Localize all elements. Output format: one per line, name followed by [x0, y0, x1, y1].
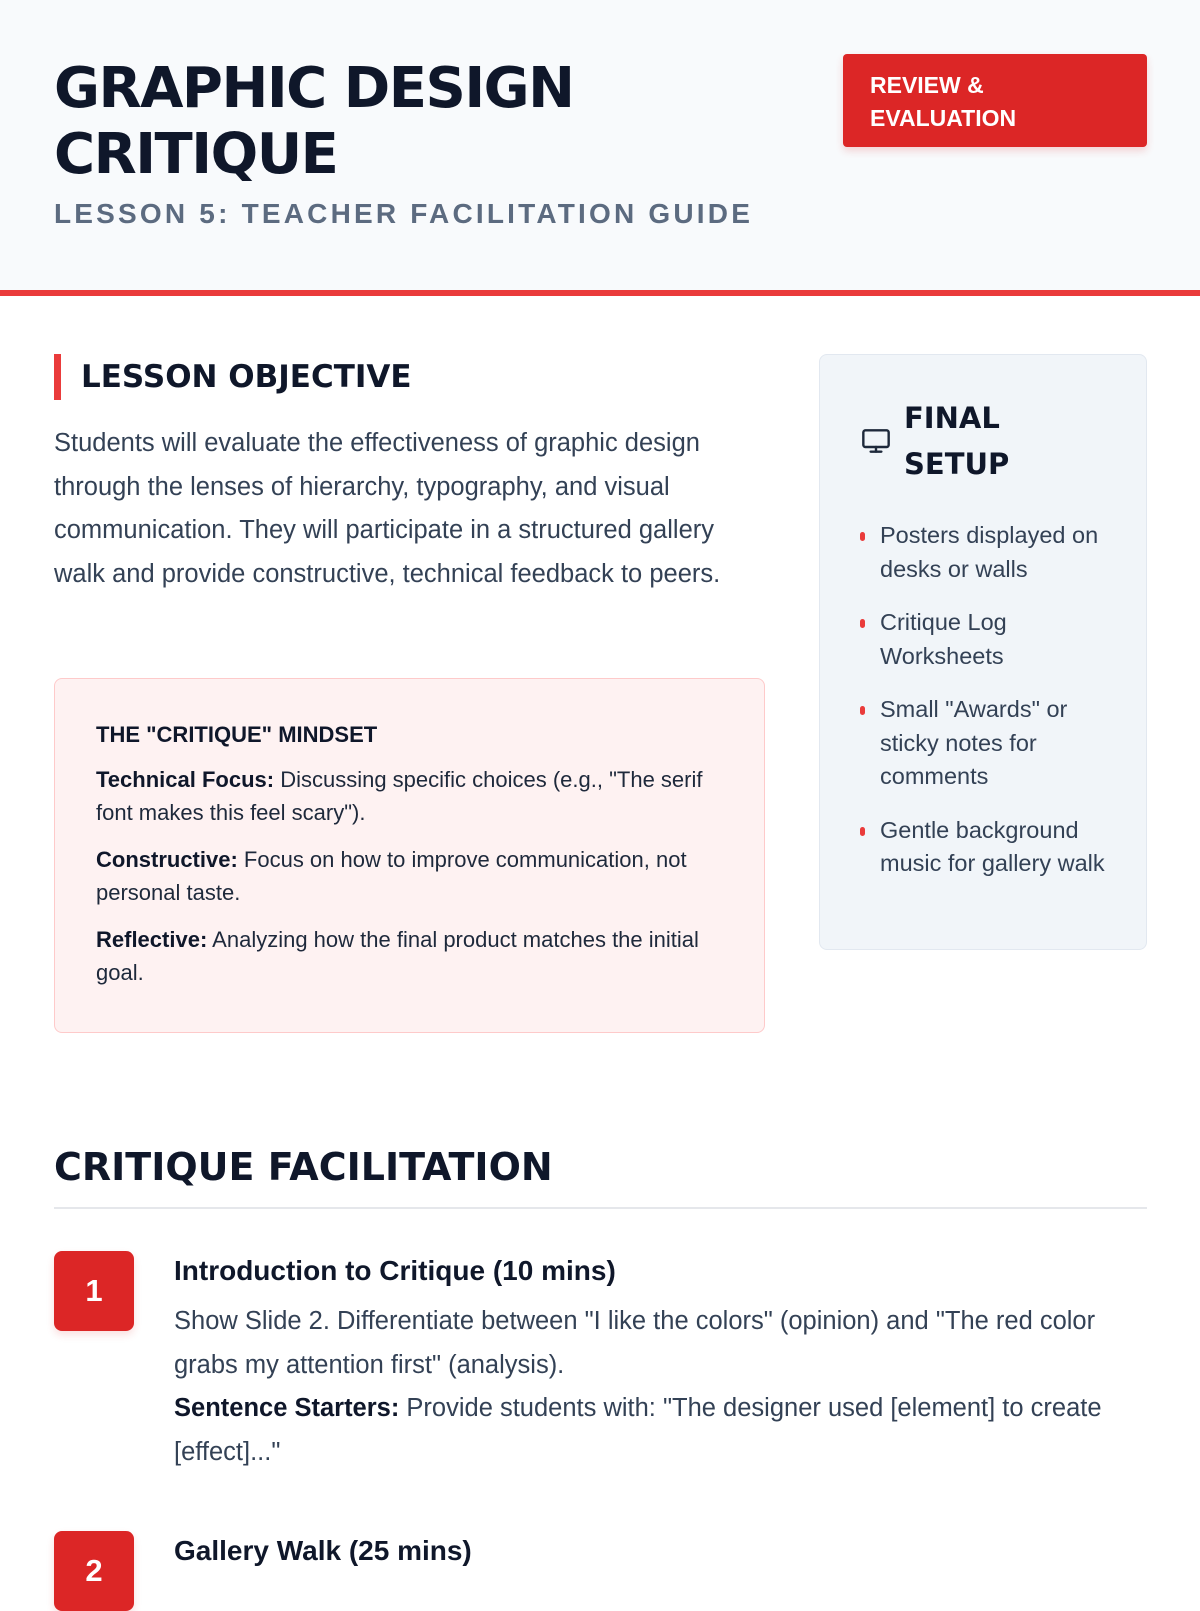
step-body — [174, 1531, 1147, 1580]
list-item-text: Gentle background music for gallery walk — [880, 816, 1105, 876]
final-setup-header — [860, 395, 1106, 487]
list-item — [860, 693, 1106, 794]
sentence-starters-text: Provide students with: "The designer used [element] to create [effect]..." — [174, 1394, 1102, 1466]
mindset-item-constructive — [96, 843, 724, 909]
mindset-item-technical — [96, 763, 724, 829]
bullet-icon — [860, 532, 865, 541]
critique-mindset-callout — [54, 678, 765, 1033]
mindset-item-text: Discussing specific choices (e.g., "The serif font makes this feel scary"). — [96, 767, 703, 825]
mindset-title: THE "CRITIQUE" MINDSET — [96, 722, 378, 747]
step-title: Gallery Walk (25 mins) — [174, 1535, 472, 1566]
mindset-item-text: Analyzing how the final product matches the initial goal. — [96, 927, 699, 985]
page-title: GRAPHIC DESIGN CRITIQUE — [54, 56, 574, 187]
bullet-icon — [860, 619, 865, 628]
section-divider — [54, 1207, 1147, 1209]
step-body — [174, 1251, 1147, 1474]
mindset-item-reflective — [96, 923, 724, 989]
step-number-badge: 1 — [54, 1251, 134, 1331]
bullet-icon — [860, 827, 865, 836]
mindset-item-label: Technical Focus: — [96, 767, 275, 792]
step-text — [174, 1300, 1147, 1474]
mindset-item-label: Constructive: — [96, 847, 238, 872]
step-number-badge: 2 — [54, 1531, 134, 1611]
list-item — [860, 814, 1106, 881]
objective-text: Students will evaluate the effectiveness of graphic design through the lenses of hierarchy, typography, and visual communication. They will participate in a structured gallery walk and provide constructive, technical feedback to peers. — [54, 429, 721, 588]
list-item-text: Critique Log Worksheets — [880, 609, 1007, 669]
final-setup-list — [860, 519, 1106, 881]
mindset-item-text: Focus on how to improve communication, not personal taste. — [96, 847, 687, 905]
lesson-type-tag: REVIEW & EVALUATION — [843, 54, 1147, 147]
step-description: Show Slide 2. Differentiate between "I like the colors" (opinion) and "The red color grabs my attention first" (analysis). — [174, 1307, 1096, 1379]
final-setup-title: FINAL SETUP — [904, 401, 1010, 481]
sentence-starters-label: Sentence Starters: — [174, 1394, 400, 1422]
final-setup-card — [819, 354, 1147, 950]
step-title: Introduction to Critique (10 mins) — [174, 1255, 616, 1286]
list-item-text: Small "Awards" or sticky notes for comments — [880, 696, 1068, 789]
list-item — [860, 519, 1106, 586]
objective-heading: LESSON OBJECTIVE — [54, 354, 412, 400]
mindset-item-label: Reflective: — [96, 927, 208, 952]
page-header — [0, 0, 1200, 296]
list-item — [860, 606, 1106, 673]
page-subtitle: LESSON 5: TEACHER FACILITATION GUIDE — [54, 198, 754, 229]
bullet-icon — [860, 706, 865, 715]
list-item-text: Posters displayed on desks or walls — [880, 522, 1099, 582]
monitor-icon — [860, 425, 892, 457]
facilitation-heading: CRITIQUE FACILITATION — [54, 1145, 553, 1189]
